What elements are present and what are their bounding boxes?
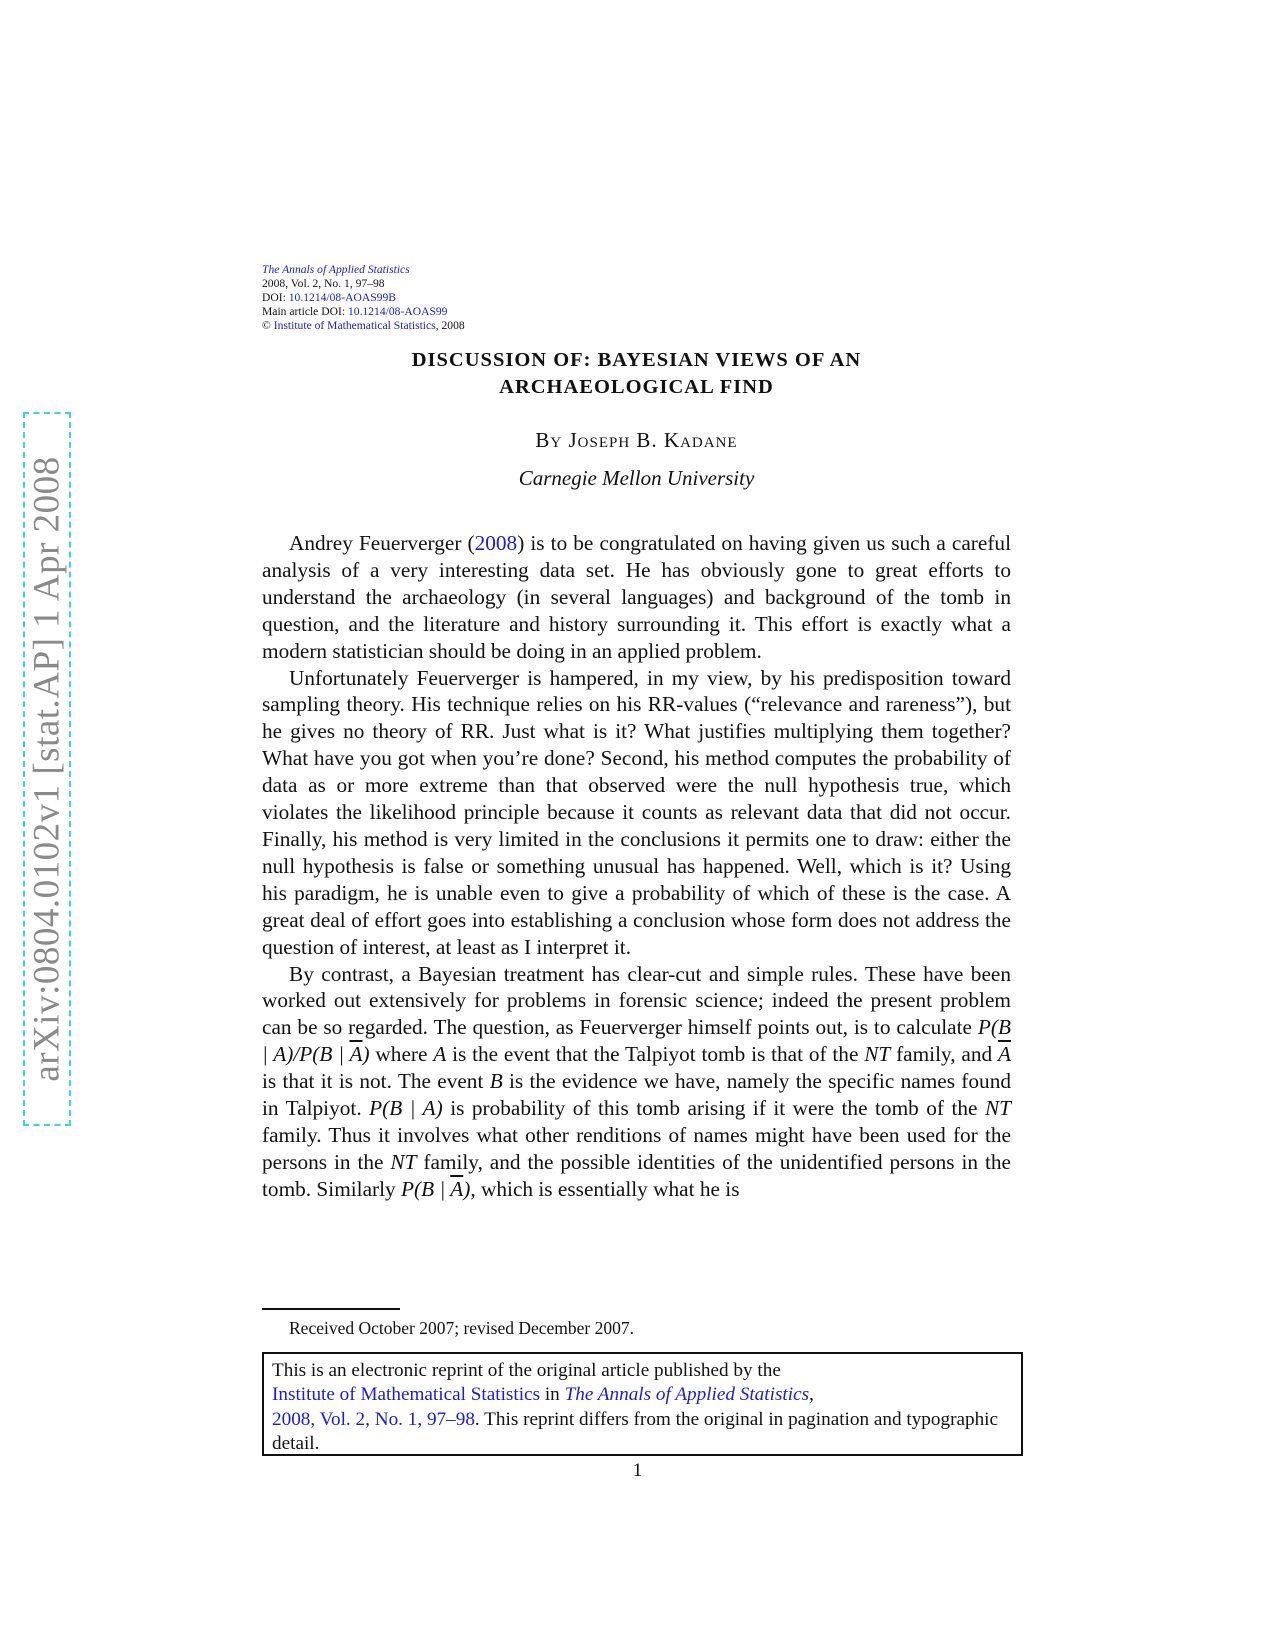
journal-header <box>262 263 465 333</box>
paragraph-1: Andrey Feuerverger (2008) is to be congratulated on having given us such a careful analysis of a very interesting data set. He has obviously gone to great efforts to understand the archaeology (in several languages) and background of the tomb in question, and the literature and history surrounding it. This effort is exactly what a modern statistician should be doing in an applied problem. <box>262 531 1011 663</box>
reprint-volume-link[interactable]: 2008, Vol. 2, No. 1, 97–98 <box>272 1408 475 1430</box>
reprint-institute-link[interactable]: Institute of Mathematical Statistics <box>272 1384 541 1406</box>
page-number: 1 <box>632 1460 643 1481</box>
title-line-1: DISCUSSION OF: BAYESIAN VIEWS OF AN <box>411 349 862 371</box>
article-body <box>262 530 1011 1203</box>
paragraph-2: Unfortunately Feuerverger is hampered, in my view, by his predisposition toward sampling theory. His technique relies on his RR-values (“relevance and rareness”), but he gives no theory of RR. Just what is it? What justifies multiplying them together? What have you got when you’re done? Second, his method computes the probability of data as or more extreme than that observed were the null hypothesis true, which violates the likelihood principle because it counts as relevant data that did not occur. Finally, his method is very limited in the conclusions it permits one to draw: either the null hypothesis is false or something unusual has happened. Well, which is it? Using his paradigm, he is unable even to give a probability of which of these is the case. A great deal of effort goes into establishing a conclusion whose form does not address the question of interest, at least as I interpret it. <box>262 665 1011 959</box>
reprint-journal-link[interactable]: The Annals of Applied Statistics <box>564 1384 810 1406</box>
citation-link[interactable]: 2008 <box>474 531 518 555</box>
footnote: Received October 2007; revised December 2007. <box>289 1318 635 1338</box>
institute-link[interactable]: Institute of Mathematical Statistics <box>273 319 436 332</box>
copyright-icon: © <box>262 319 271 332</box>
arxiv-stamp <box>23 412 71 1126</box>
title-line-2: ARCHAEOLOGICAL FIND <box>499 376 774 398</box>
paper-title <box>262 347 1011 401</box>
author-line <box>262 428 1011 453</box>
author-name: Joseph B. Kadane <box>568 428 738 452</box>
main-doi-link[interactable]: 10.1214/08-AOAS99 <box>347 305 448 318</box>
copyright-year: , 2008 <box>435 319 465 332</box>
doi-label: DOI: <box>262 291 289 304</box>
author-by: By <box>535 428 563 452</box>
arxiv-stamp-text: arXiv:0804.0102v1 [stat.AP] 1 Apr 2008 <box>26 456 68 1082</box>
paragraph-3: By contrast, a Bayesian treatment has clear-cut and simple rules. These have been worked out extensively for problems in forensic science; indeed the present problem can be so regarded. The question, as Feuerverger himself points out, is to calculate P(B | A)/P(B | $\overline{A}$) where A is the event that the Talpiyot tomb is that of the NT family, and $\overline{A}$ is that it is not. The event B is the evidence we have, namely the specific names found in Talpiyot. P(B | A) is probability of this tomb arising if it were the tomb of the NT family. Thus it involves what other renditions of names might have been used for the persons in the NT family, and the possible identities of the unidentified persons in the tomb. Similarly P(B | $\overline{A}$), which is essentially what he is <box>262 961 1011 1201</box>
math-expression: P(B | A)/P(B | <box>262 1015 1011 1067</box>
author-affiliation: Carnegie Mellon University <box>518 466 755 490</box>
doi-link[interactable]: 10.1214/08-AOAS99B <box>288 291 396 304</box>
journal-issue: 2008, Vol. 2, No. 1, 97–98 <box>262 277 385 290</box>
journal-name-link[interactable]: The Annals of Applied Statistics <box>262 263 410 276</box>
main-doi-label: Main article DOI: <box>262 305 348 318</box>
footnote-rule <box>262 1308 400 1310</box>
reprint-notice: This is an electronic reprint of the original article published by the Institute of Mathematical Statistics in The Annals of Applied Statistics, 2008, Vol. 2, No. 1, 97–98. This reprint differs from the original in pagination and typographic detail. <box>262 1352 1023 1456</box>
